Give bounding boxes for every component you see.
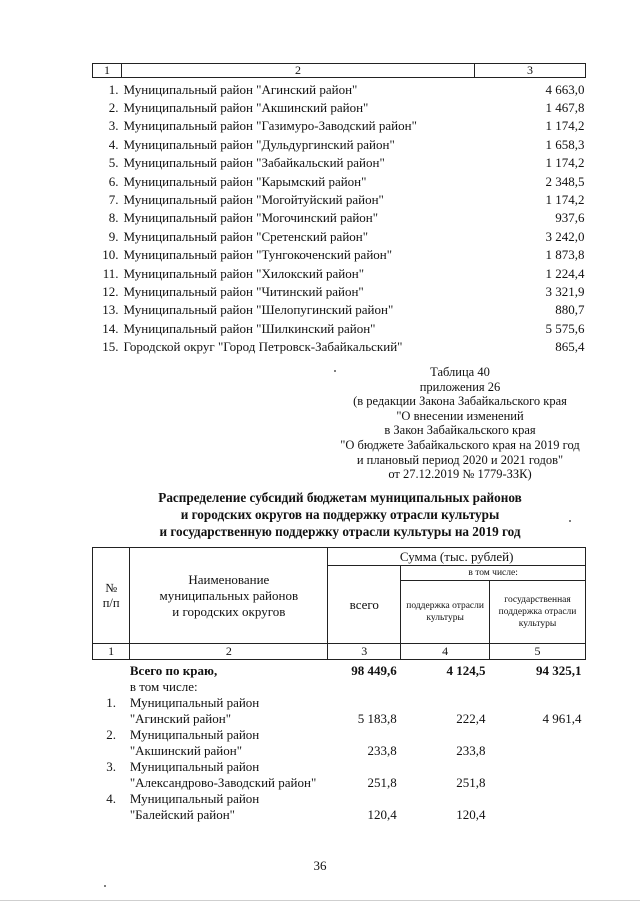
top-col-header-2: 2: [122, 64, 475, 78]
row-name: Муниципальный район "Могойтуйский район": [123, 191, 384, 207]
row-number: 5.: [108, 155, 119, 171]
row-number: 11.: [102, 265, 119, 281]
col-index: 5: [490, 644, 586, 660]
caption-line: Таблица 40: [430, 365, 490, 379]
table-row: [93, 320, 586, 338]
table-row: [93, 338, 586, 356]
row-value-culture: 120,4: [456, 806, 486, 822]
row-number: 3.: [108, 118, 119, 134]
row-name-line1: Муниципальный район: [129, 726, 260, 742]
row-value-all: 5 183,8: [357, 710, 397, 726]
row-value-all: 233,8: [367, 742, 397, 758]
document-title: [100, 489, 580, 540]
caption-line: (в редакции Закона Забайкальского края: [353, 394, 567, 409]
header-name-label: Наименование муниципальных районов и городских округов: [159, 571, 299, 619]
total-value-culture: 4 124,5: [446, 662, 486, 678]
row-value: 1 174,2: [545, 118, 585, 134]
row-name: Муниципальный район "Могочинский район": [123, 210, 379, 226]
subsidy-table: [92, 547, 586, 823]
header-culture-support: [401, 581, 490, 644]
header-state-support: [490, 581, 586, 644]
row-number: 10.: [102, 247, 119, 263]
row-name: Муниципальный район "Читинский район": [123, 283, 364, 299]
column-index-row: [93, 644, 586, 660]
table-row: [93, 727, 586, 759]
caption-line: от 27.12.2019 № 1779-ЗЗК): [388, 467, 532, 482]
total-label: Всего по краю,: [129, 662, 218, 678]
row-value-state: 4 961,4: [542, 710, 582, 726]
row-number: 9.: [108, 228, 119, 244]
row-value-all: 120,4: [367, 806, 397, 822]
table-row: [93, 173, 586, 191]
row-number: 2.: [108, 99, 119, 115]
row-number: 13.: [102, 302, 119, 318]
table-row: [93, 791, 586, 823]
header-sum: Сумма (тыс. рублей): [328, 548, 586, 566]
row-value: 2 348,5: [545, 173, 585, 189]
row-number: 3.: [106, 758, 117, 774]
table-row: [93, 283, 586, 301]
row-name-line1: Муниципальный район: [129, 790, 260, 806]
row-name: Муниципальный район "Сретенский район": [123, 228, 369, 244]
top-table-header-row: [93, 64, 586, 78]
row-value-state: [490, 727, 586, 759]
caption-line: "О бюджете Забайкальского края на 2019 год: [340, 437, 580, 452]
row-number: 7.: [108, 191, 119, 207]
total-row: [93, 663, 586, 695]
header-total: всего: [328, 566, 401, 644]
title-line: Распределение субсидий бюджетам муниципальных районов: [158, 490, 522, 505]
row-name: Муниципальный район "Шилкинский район": [123, 320, 376, 336]
caption-line: и плановый период 2020 и 2021 годов": [356, 452, 564, 467]
header-culture-support-label: поддержка отрасли культуры: [406, 601, 484, 623]
col-index: 2: [130, 644, 328, 660]
total-value-all: 98 449,6: [351, 662, 397, 678]
row-name-line1: Муниципальный район: [129, 694, 260, 710]
row-value-culture: 233,8: [456, 742, 486, 758]
row-number: 8.: [108, 210, 119, 226]
row-name-line2: "Александрово-Заводский район": [129, 774, 317, 790]
row-name: Муниципальный район "Забайкальский район": [123, 155, 385, 171]
table-row: [93, 99, 586, 117]
row-number: 15.: [102, 339, 119, 355]
row-number: 6.: [108, 173, 119, 189]
row-value: 1 658,3: [545, 136, 585, 152]
row-value-state: [490, 791, 586, 823]
row-name-line1: Муниципальный район: [129, 758, 260, 774]
row-value-culture: 222,4: [456, 710, 486, 726]
col-index: 4: [401, 644, 490, 660]
row-number: 4.: [108, 136, 119, 152]
top-col-header-1: 1: [93, 64, 122, 78]
scan-speck: [569, 520, 571, 522]
row-name: Муниципальный район "Шелопугинский район": [123, 302, 394, 318]
row-value: 1 873,8: [545, 247, 585, 263]
page-edge-line: [0, 900, 640, 901]
header-number-label: № п/п: [102, 580, 120, 610]
row-number: 4.: [106, 790, 117, 806]
table-row: [93, 209, 586, 227]
row-number: 1.: [106, 694, 117, 710]
table-row: [93, 191, 586, 209]
table-row: [93, 117, 586, 135]
row-name: Муниципальный район "Газимуро-Заводский район": [123, 118, 417, 134]
caption-line: приложения 26: [419, 379, 501, 394]
table-row: [93, 154, 586, 172]
col-index: 1: [93, 644, 130, 660]
scan-speck: [104, 885, 106, 887]
table-row: [93, 695, 586, 727]
title-line: и государственную поддержку отрасли культуры на 2019 год: [159, 524, 521, 539]
caption-line: "О внесении изменений: [396, 408, 524, 423]
total-sub-label: в том числе:: [129, 678, 198, 694]
row-name: Муниципальный район "Тунгокоченский район": [123, 247, 393, 263]
header-state-support-label: государственная поддержка отрасли культуры: [498, 595, 577, 629]
row-name: Муниципальный район "Агинский район": [123, 81, 358, 97]
table-row: [93, 81, 586, 99]
row-value: 4 663,0: [545, 81, 585, 97]
top-table: [92, 63, 586, 357]
row-name: Муниципальный район "Дульдургинский район": [123, 136, 395, 152]
table-row: [93, 246, 586, 264]
row-name: Муниципальный район "Хилокский район": [123, 265, 365, 281]
top-col-header-3: 3: [475, 64, 586, 78]
row-value: 5 575,6: [545, 320, 585, 336]
row-name-line2: "Балейский район": [129, 806, 235, 822]
row-number: 2.: [106, 726, 117, 742]
row-value: 880,7: [555, 302, 585, 318]
header-number: [93, 548, 130, 644]
row-value: 865,4: [555, 339, 585, 355]
table-row: [93, 759, 586, 791]
row-value: 937,6: [555, 210, 585, 226]
row-value-culture: 251,8: [456, 774, 486, 790]
col-index: 3: [328, 644, 401, 660]
row-name: Городской округ "Город Петровск-Забайкальский": [123, 339, 403, 355]
row-name: Муниципальный район "Акшинский район": [123, 99, 369, 115]
row-value: 3 321,9: [545, 283, 585, 299]
row-value-state: [490, 759, 586, 791]
table-row: [93, 228, 586, 246]
row-value: 3 242,0: [545, 228, 585, 244]
row-value: 1 224,4: [545, 265, 585, 281]
caption-line: в Закон Забайкальского края: [384, 423, 536, 438]
header-including: в том числе:: [401, 566, 586, 581]
row-name-line2: "Акшинский район": [129, 742, 243, 758]
title-line: и городских округов на поддержку отрасли культуры: [180, 507, 500, 522]
table-row: [93, 265, 586, 283]
table-row: [93, 301, 586, 319]
row-value: 1 174,2: [545, 155, 585, 171]
header-name: [130, 548, 328, 644]
row-name-line2: "Агинский район": [129, 710, 232, 726]
total-value-state: 94 325,1: [536, 662, 582, 678]
row-number: 1.: [108, 81, 119, 97]
row-number: 14.: [102, 320, 119, 336]
page-number: 36: [313, 858, 327, 873]
row-value: 1 174,2: [545, 191, 585, 207]
row-value: 1 467,8: [545, 99, 585, 115]
table-caption: [300, 365, 620, 482]
table-row: [93, 136, 586, 154]
row-name: Муниципальный район "Карымский район": [123, 173, 367, 189]
row-value-all: 251,8: [367, 774, 397, 790]
row-number: 12.: [102, 283, 119, 299]
